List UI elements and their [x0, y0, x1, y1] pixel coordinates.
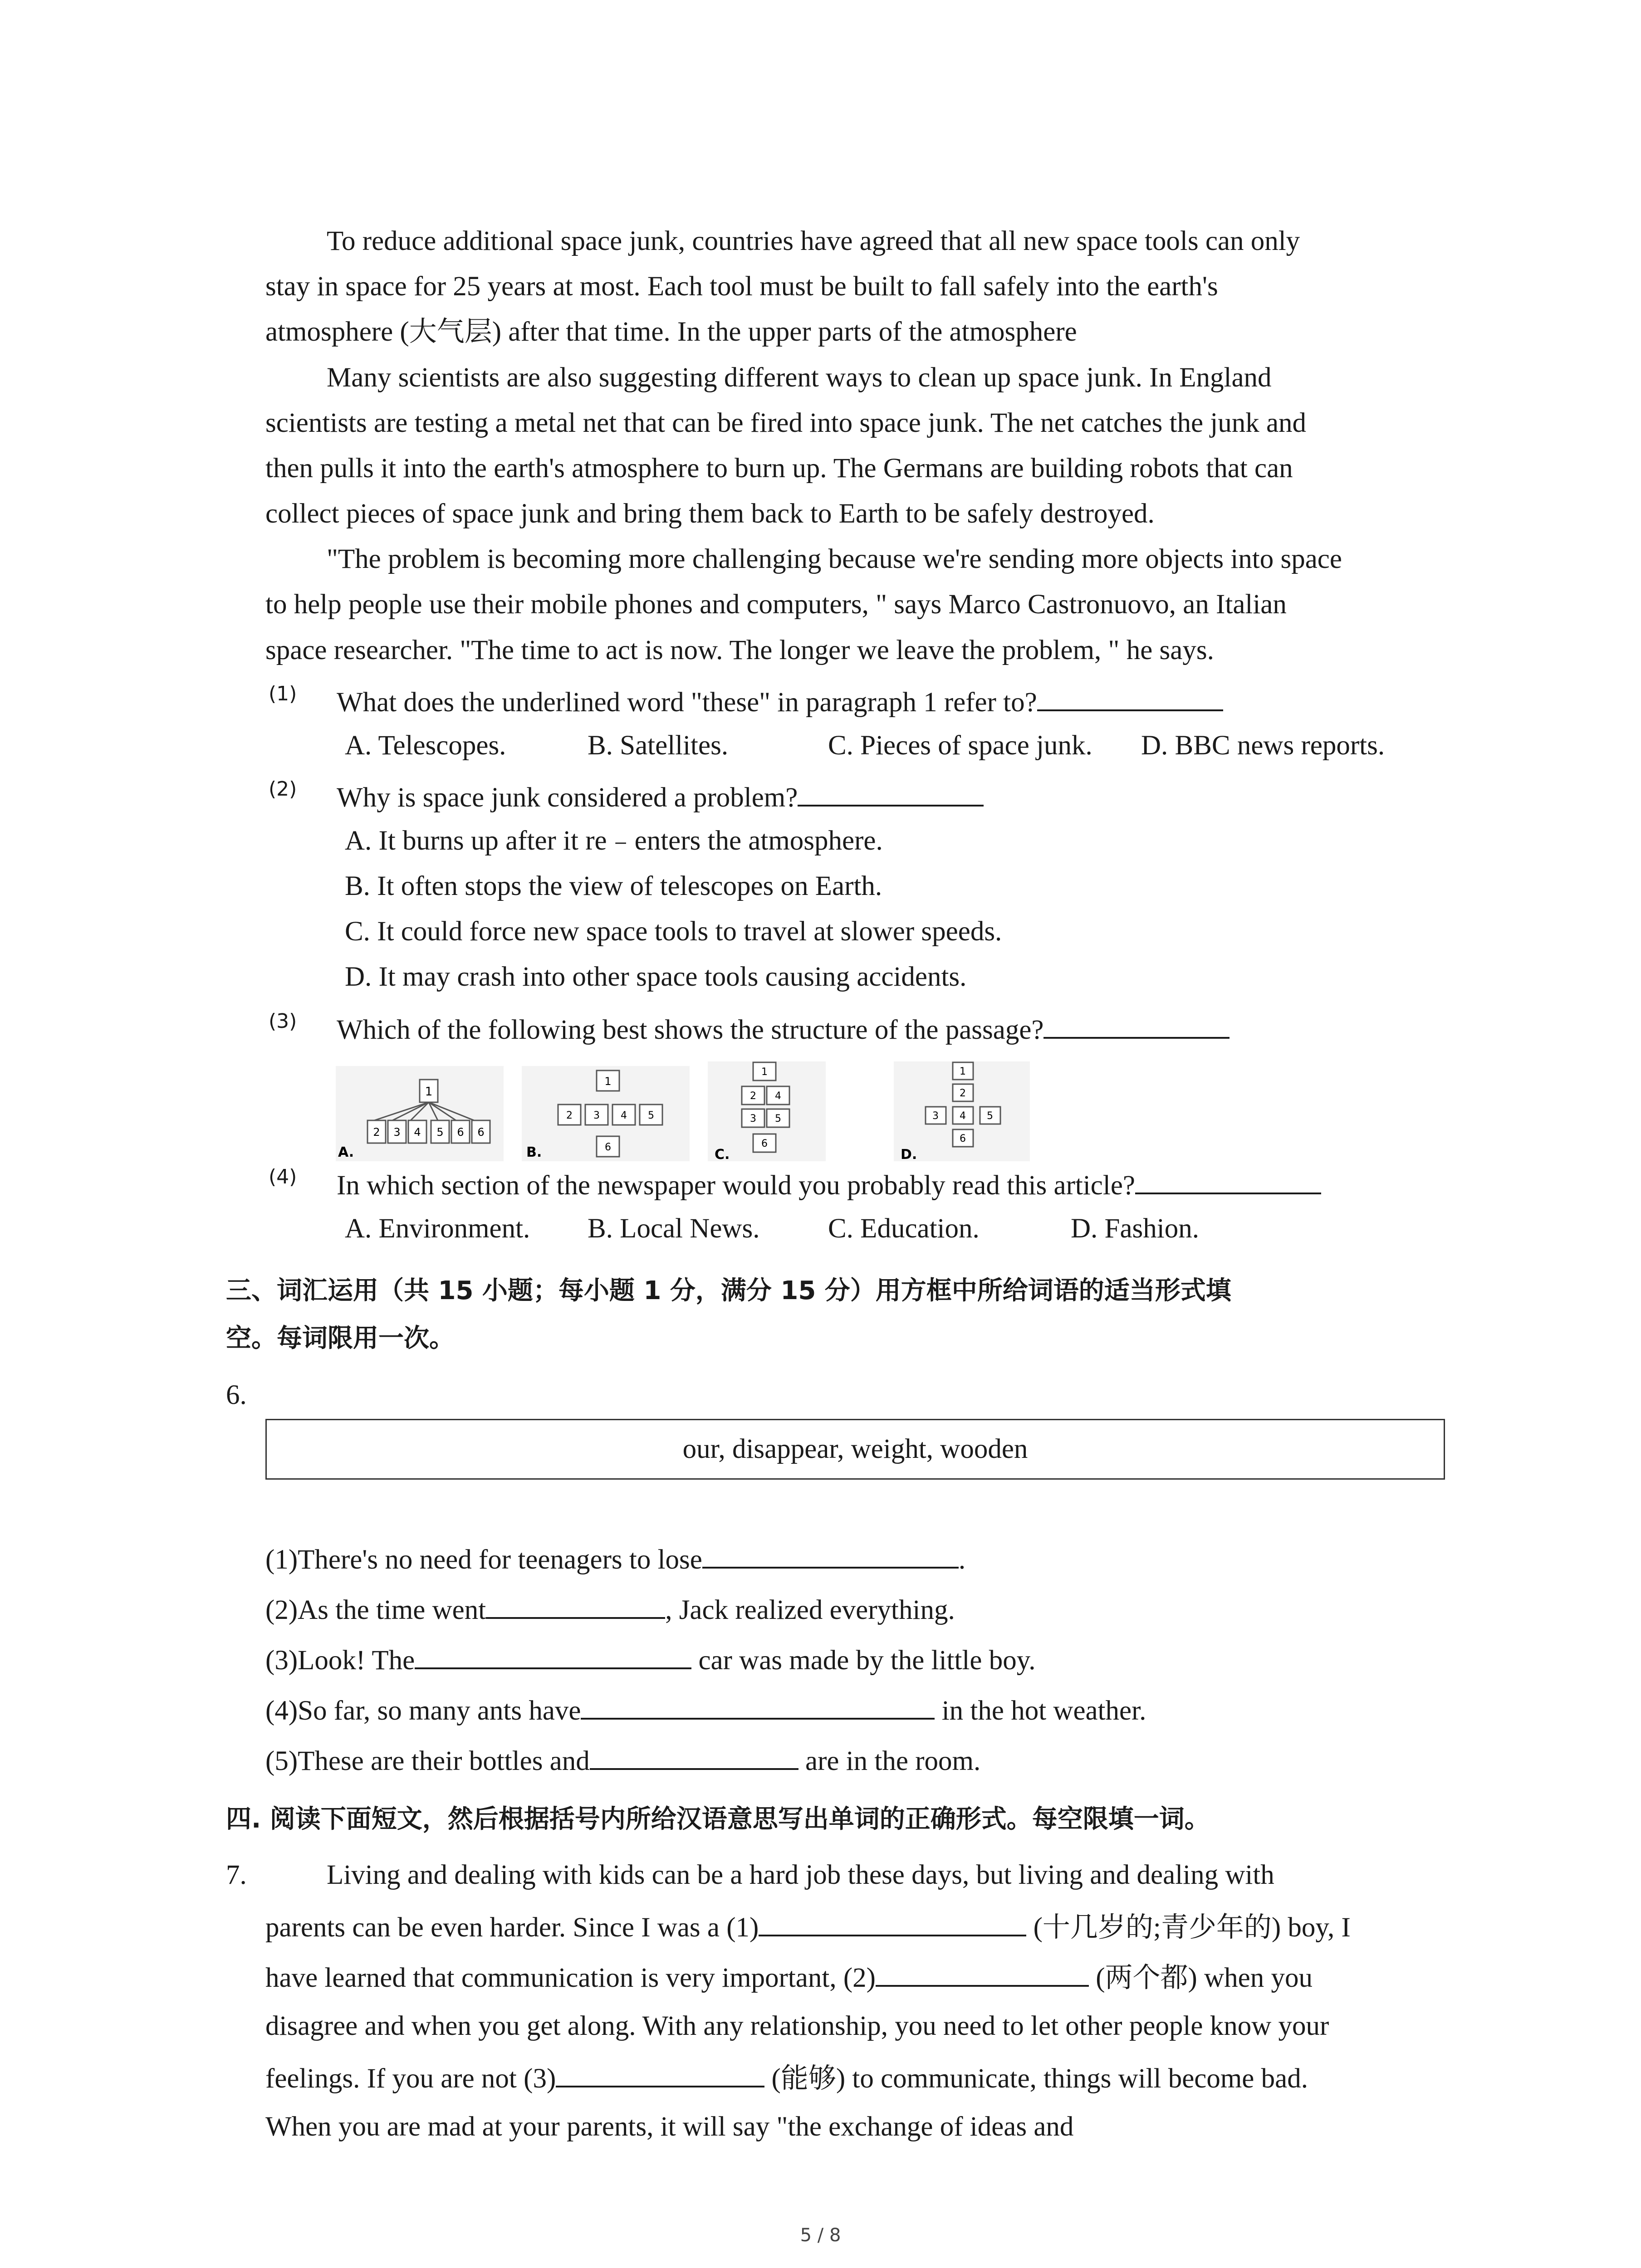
option-label: D.	[901, 1147, 917, 1161]
answer-blank[interactable]	[876, 1960, 1089, 1987]
box-label: 1	[425, 1085, 433, 1099]
option[interactable]: D. It may crash into other space tools causing accidents.	[345, 962, 967, 992]
option[interactable]: D. BBC news reports.	[1141, 730, 1385, 761]
box-label: 3	[932, 1110, 939, 1122]
passage-line: to help people use their mobile phones and computers, " says Marco Castronuovo, an Italian	[265, 589, 1287, 620]
option[interactable]: C. Education.	[828, 1213, 980, 1244]
option[interactable]: B. Satellites.	[588, 730, 729, 761]
question-text: Why is space junk considered a problem?	[337, 779, 984, 814]
option[interactable]: A. Environment.	[345, 1213, 530, 1244]
question-number: (4)	[269, 1165, 297, 1188]
passage-line: collect pieces of space junk and bring them back to Earth to be safely destroyed.	[265, 499, 1155, 529]
fill-item: (1)There's no need for teenagers to lose .	[265, 1541, 965, 1576]
passage-line: have learned that communication is very important, (2) (两个都) when you	[265, 1960, 1313, 1994]
answer-blank[interactable]	[798, 779, 984, 807]
question-text: What does the underlined word "these" in paragraph 1 refer to?	[337, 684, 1223, 719]
question-text: Which of the following best shows the structure of the passage?	[337, 1012, 1230, 1046]
box-label: 3	[593, 1110, 600, 1121]
answer-blank[interactable]	[556, 2060, 764, 2087]
option[interactable]: A. It burns up after it re﹣enters the atmosphere.	[345, 826, 883, 856]
box-label: 5	[648, 1110, 654, 1121]
box-label: 6	[457, 1126, 464, 1139]
answer-blank[interactable]	[590, 1743, 798, 1770]
fill-item: (2)As the time went , Jack realized everything.	[265, 1592, 955, 1627]
box-label: 4	[960, 1110, 966, 1122]
passage-line: When you are mad at your parents, it will say "the exchange of ideas and	[265, 2112, 1074, 2142]
box-label: 5	[436, 1126, 444, 1139]
item-number: 7.	[226, 1860, 247, 1890]
question-number: (3)	[269, 1010, 297, 1033]
structure-diagram-d[interactable]	[894, 1061, 1030, 1161]
answer-blank[interactable]	[581, 1692, 935, 1720]
option[interactable]: A. Telescopes.	[345, 730, 506, 761]
box-label: 2	[960, 1088, 966, 1099]
box-label: 2	[566, 1110, 573, 1121]
box-label: 6	[761, 1138, 768, 1149]
box-label: 5	[987, 1110, 993, 1122]
box-label: 4	[775, 1090, 781, 1102]
page-number: 5 / 8	[800, 2225, 841, 2246]
option[interactable]: B. Local News.	[588, 1213, 760, 1244]
box-label: 3	[750, 1113, 756, 1124]
option[interactable]: D. Fashion.	[1071, 1213, 1199, 1244]
item-number: 6.	[226, 1380, 247, 1410]
passage-line: scientists are testing a metal net that can be fired into space junk. The net catches the junk and	[265, 408, 1307, 438]
option[interactable]: B. It often stops the view of telescopes on Earth.	[345, 871, 882, 901]
box-label: 1	[761, 1066, 768, 1078]
box-label: 4	[414, 1126, 421, 1139]
box-label: 6	[960, 1133, 966, 1144]
question-number: (2)	[269, 777, 297, 801]
option-label: C.	[715, 1147, 730, 1161]
fill-item: (3)Look! The car was made by the little boy.	[265, 1642, 1036, 1677]
question-number: (1)	[269, 682, 297, 705]
section-heading: 三、词汇运用（共 15 小题；每小题 1 分，满分 15 分）用方框中所给词语的适当形式填	[226, 1276, 1231, 1305]
passage-line: disagree and when you get along. With any relationship, you need to let other people know your	[265, 2011, 1329, 2041]
passage-line: To reduce additional space junk, countries have agreed that all new space tools can only	[327, 226, 1300, 256]
answer-blank[interactable]	[702, 1541, 959, 1569]
fill-item: (5)These are their bottles and are in the room.	[265, 1743, 980, 1778]
passage-line: Many scientists are also suggesting different ways to clean up space junk. In England	[327, 362, 1272, 393]
fill-item: (4)So far, so many ants have in the hot weather.	[265, 1692, 1146, 1727]
box-label: 6	[605, 1142, 611, 1153]
option-label: B.	[526, 1144, 542, 1160]
box-label: 1	[960, 1066, 966, 1077]
option-label: A.	[338, 1144, 354, 1160]
answer-blank[interactable]	[759, 1909, 1026, 1936]
structure-diagram-c[interactable]	[708, 1061, 826, 1161]
option[interactable]: C. Pieces of space junk.	[828, 730, 1092, 761]
box-label: 6	[477, 1126, 485, 1139]
passage-line: parents can be even harder. Since I was a (1) (十几岁的;青少年的) boy, I	[265, 1909, 1351, 1944]
word-box	[265, 1419, 1445, 1480]
answer-blank[interactable]	[415, 1642, 691, 1669]
box-label: 1	[604, 1075, 612, 1088]
answer-blank[interactable]	[1135, 1167, 1321, 1194]
passage-line: atmosphere (大气层) after that time. In the upper parts of the atmosphere	[265, 317, 1077, 347]
question-text: In which section of the newspaper would you probably read this article?	[337, 1167, 1321, 1202]
answer-blank[interactable]	[486, 1592, 665, 1619]
passage-line: feelings. If you are not (3) (能够) to communicate, things will become bad.	[265, 2060, 1308, 2095]
section-heading: 空。每词限用一次。	[226, 1324, 455, 1353]
structure-diagram-b[interactable]	[522, 1061, 690, 1161]
passage-line: space researcher. "The time to act is now. The longer we leave the problem, " he says.	[265, 635, 1214, 665]
answer-blank[interactable]	[1037, 684, 1223, 711]
structure-diagram-a[interactable]	[336, 1061, 504, 1161]
passage-line: Living and dealing with kids can be a hard job these days, but living and dealing with	[327, 1860, 1274, 1890]
passage-line: stay in space for 25 years at most. Each tool must be built to fall safely into the earth's	[265, 271, 1218, 302]
passage-line: then pulls it into the earth's atmosphere to burn up. The Germans are building robots that can	[265, 453, 1293, 484]
word-list: our, disappear, weight, wooden	[682, 1434, 1028, 1464]
box-label: 5	[775, 1113, 781, 1124]
box-label: 3	[393, 1126, 401, 1139]
section-heading: 四. 阅读下面短文，然后根据括号内所给汉语意思写出单词的正确形式。每空限填一词。	[226, 1804, 1210, 1834]
passage-line: "The problem is becoming more challenging because we're sending more objects into space	[327, 544, 1342, 574]
option[interactable]: C. It could force new space tools to travel at slower speeds.	[345, 916, 1002, 947]
box-label: 2	[750, 1090, 756, 1102]
box-label: 2	[373, 1126, 380, 1139]
answer-blank[interactable]	[1043, 1012, 1230, 1039]
box-label: 4	[621, 1110, 627, 1121]
